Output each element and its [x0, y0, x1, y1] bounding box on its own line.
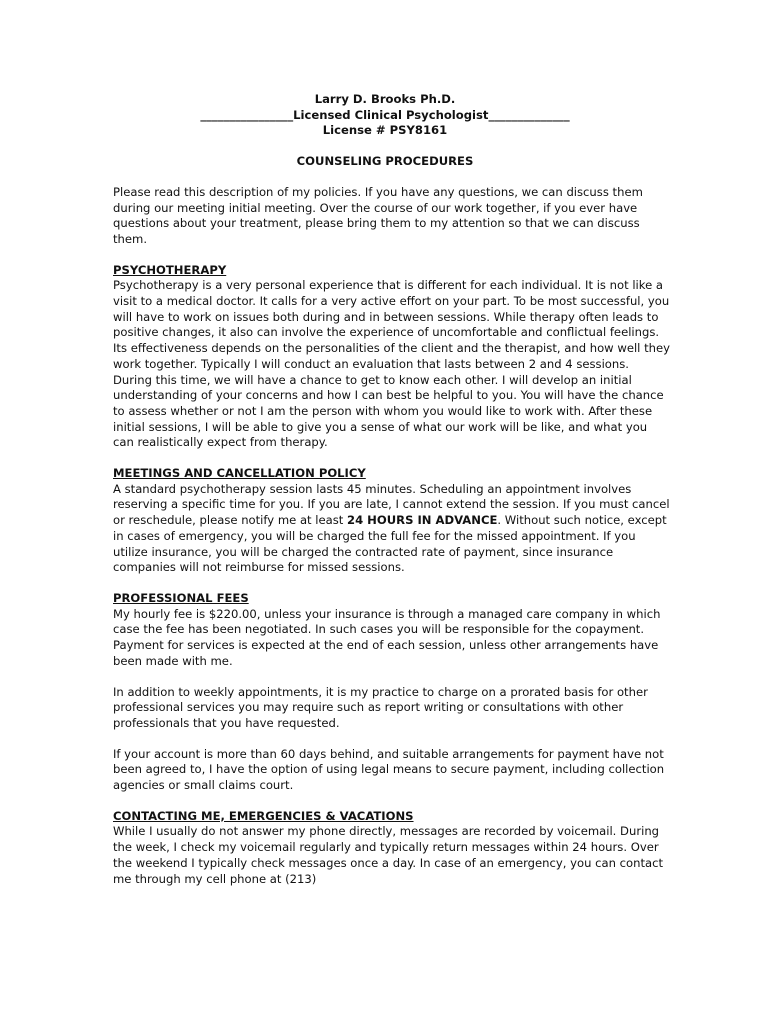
section-body [113, 482, 670, 576]
section-body: While I usually do not answer my phone directly, messages are recorded by voicemail. During the week, I check my voicemail regularly and typically return messages within 24 hours. Over the weekend I typically check messages once a day. In case of an emergency, you can contact me through my cell phone at (213) [113, 824, 664, 886]
fees-paragraph-1: My hourly fee is $220.00, unless your insurance is through a managed care company in which case the fee has been negotiated. In such cases you will be responsible for the copayment. Payment for services is expected at the end of each session, unless other arrangements have been made with me. [113, 606, 661, 668]
section-heading: PSYCHOTHERAPY [113, 262, 227, 277]
section-fees [113, 591, 670, 794]
author-title: ________________Licensed Clinical Psychologist______________ [200, 107, 570, 122]
section-body: Psychotherapy is a very personal experience that is different for each individual. It is not like a visit to a medical doctor. It calls for a very active effort on your part. To be most successful, you will have to work on issues both during and in between sessions. While therapy often leads to positive changes, it also can involve the experience of uncomfortable and conflictual feelings. Its effectiveness depends on the personalities of the client and the therapist, and how well they work together. Typically I will conduct an evaluation that lasts between 2 and 4 sessions. During this time, we will have a chance to get to know each other. I will develop an initial understanding of your concerns and how I can best be helpful to you. You will have the chance to assess whether or not I am the person with whom you would like to work with. After these initial sessions, I will be able to give you a sense of what our work will be like, and what you can realistically expect from therapy. [113, 278, 670, 450]
section-heading: PROFESSIONAL FEES [113, 590, 249, 605]
section-heading: CONTACTING ME, EMERGENCIES & VACATIONS [113, 808, 414, 823]
letterhead [113, 92, 657, 139]
section-contacting [113, 809, 670, 888]
body-text: . Without such notice, except in cases of emergency, you will be charged the full fee for the missed appointment. If you utilize insurance, you will be charged the contracted rate of payment, since insurance companies will not reimburse for missed sessions. [113, 513, 667, 575]
fees-paragraph-3: If your account is more than 60 days behind, and suitable arrangements for payment have not been agreed to, I have the option of using legal means to secure payment, including collection agencies or small claims court. [113, 746, 665, 793]
notice-emphasis: 24 HOURS IN ADVANCE [347, 513, 498, 528]
document-title: COUNSELING PROCEDURES [296, 154, 474, 169]
section-meetings [113, 466, 670, 576]
fees-paragraph-2: In addition to weekly appointments, it is my practice to charge on a prorated basis for other professional services you may require such as report writing or consultations with other professionals that you have requested. [113, 684, 648, 730]
section-psychotherapy [113, 263, 670, 451]
license-number: License # PSY8161 [322, 123, 448, 138]
intro-paragraph: Please read this description of my policies. If you have any questions, we can discuss them during our meeting initial meeting. Over the course of our work together, if you ever have questions about your treatment, please bring them to my attention so that we can discuss them. [113, 184, 643, 246]
body-text: A standard psychotherapy session lasts 45 minutes. Scheduling an appointment involves reserving a specific time for you. If you are late, I cannot extend the session. If you must cancel or reschedule, please notify me at least [113, 481, 670, 528]
author-name: Larry D. Brooks Ph.D. [314, 92, 456, 106]
section-heading: MEETINGS AND CANCELLATION POLICY [113, 466, 366, 481]
